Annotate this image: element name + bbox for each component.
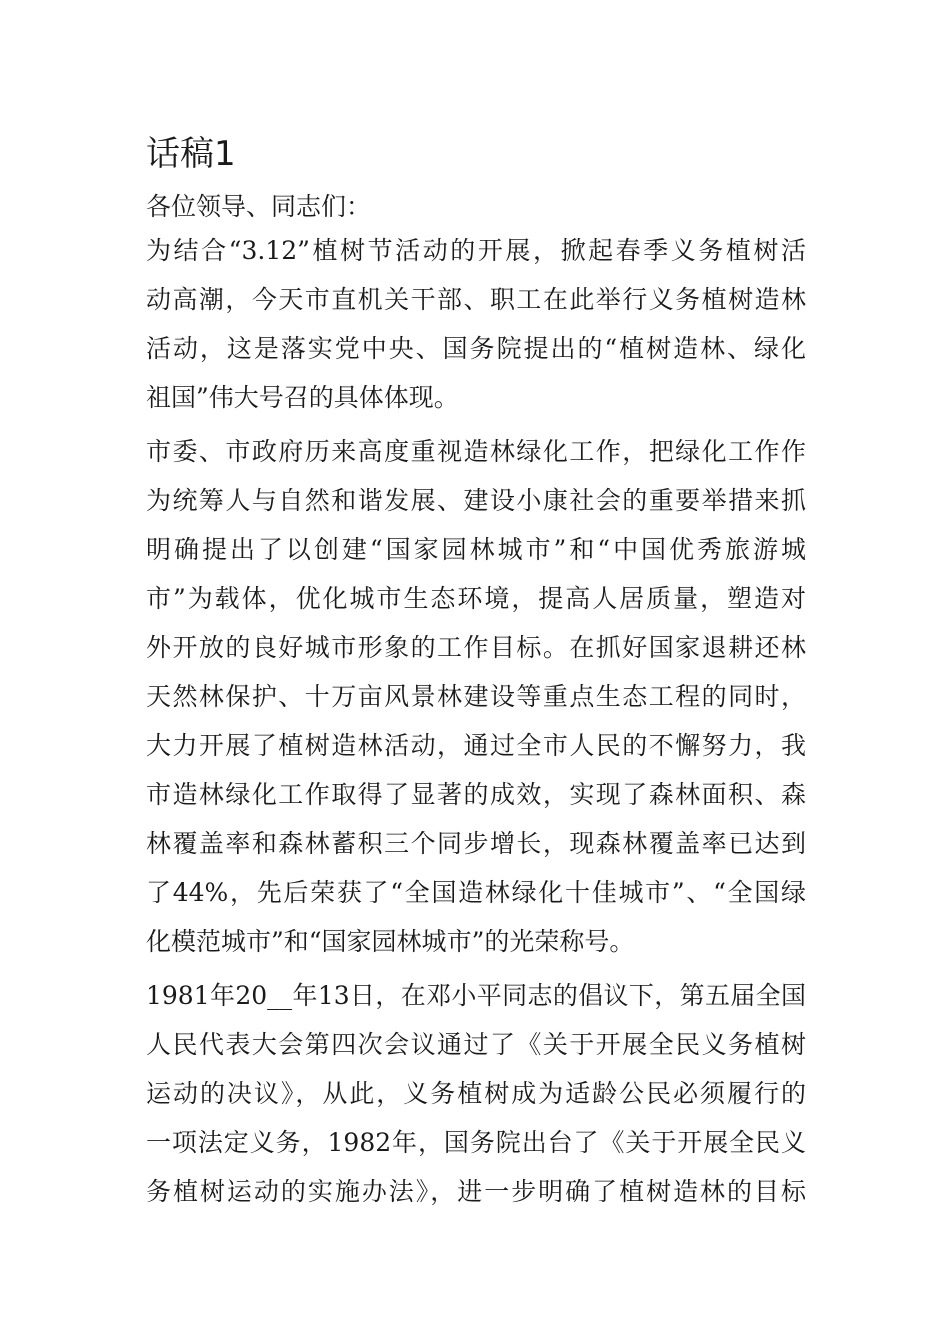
text-line-6: 为统筹人与自然和谐发展、建设小康社会的重要举措来抓 (146, 486, 806, 515)
text-line-14: 了44%，先后荣获了“全国造林绿化十佳城市”、“全国绿 (146, 878, 806, 907)
text-line-10: 天然林保护、十万亩风景林建设等重点生态工程的同时， (146, 682, 806, 711)
text-line-11: 大力开展了植树造林活动，通过全市人民的不懈努力，我 (146, 731, 806, 760)
greeting-line: 各位领导、同志们： (146, 192, 372, 221)
text-line-9: 外开放的良好城市形象的工作目标。在抓好国家退耕还林 (146, 633, 806, 662)
text-line-5: 市委、市政府历来高度重视造林绿化工作，把绿化工作作 (146, 437, 806, 466)
text-line-4: 祖国”伟大号召的具体体现。 (146, 383, 459, 412)
text-line-12: 市造林绿化工作取得了显著的成效，实现了森林面积、森 (146, 780, 806, 809)
text-line-18: 运动的决议》，从此，义务植树成为适龄公民必须履行的 (146, 1079, 806, 1108)
text-line-20: 务植树运动的实施办法》，进一步明确了植树造林的目标 (146, 1177, 806, 1206)
text-line-3: 活动，这是落实党中央、国务院提出的“植树造林、绿化 (146, 334, 806, 363)
text-line-8: 市”为载体，优化城市生态环境，提高人居质量，塑造对 (146, 584, 806, 613)
text-line-17: 人民代表大会第四次会议通过了《关于开展全民义务植树 (146, 1030, 806, 1059)
document-title: 话稿1 (146, 134, 236, 174)
text-line-13: 林覆盖率和森林蓄积三个同步增长，现森林覆盖率已达到 (146, 829, 806, 858)
text-line-15: 化模范城市”和“国家园林城市”的光荣称号。 (146, 927, 635, 956)
text-line-2: 动高潮，今天市直机关干部、职工在此举行义务植树造林 (146, 285, 806, 314)
text-line-7: 明确提出了以创建“国家园林城市”和“中国优秀旅游城 (146, 535, 806, 564)
text-line-16: 1981年20__年13日，在邓小平同志的倡议下，第五届全国 (146, 981, 806, 1010)
text-line-19: 一项法定义务，1982年，国务院出台了《关于开展全民义 (146, 1128, 806, 1157)
text-line-1: 为结合“3.12”植树节活动的开展，掀起春季义务植树活 (146, 236, 806, 265)
